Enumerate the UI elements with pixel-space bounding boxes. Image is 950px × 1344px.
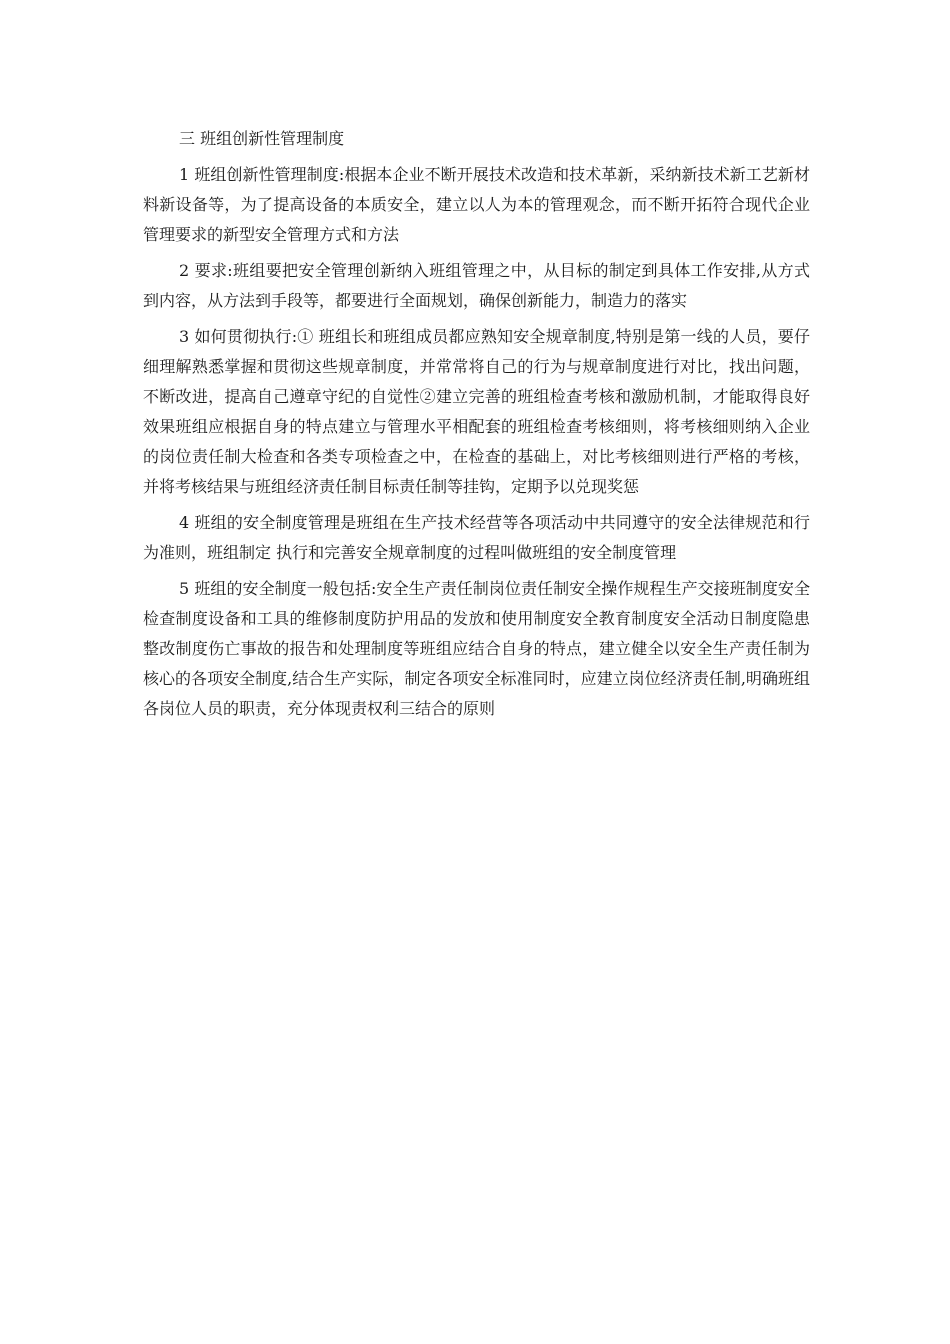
paragraph-1: 1 班组创新性管理制度:根据本企业不断开展技术改造和技术革新，采纳新技术新工艺新材料新设备等，为了提高设备的本质安全，建立以人为本的管理观念，而不断开拓符合现代企业管理要求的新型安全管理方式和方法 (143, 165, 810, 244)
paragraph-3: 3 如何贯彻执行:① 班组长和班组成员都应熟知安全规章制度,特别是第一线的人员，要仔细理解熟悉掌握和贯彻这些规章制度，并常常将自己的行为与规章制度进行对比，找出问题，不断改进，提高自己遵章守纪的自觉性②建立完善的班组检查考核和激励机制，才能取得良好效果班组应根据自身的特点建立与管理水平相配套的班组检查考核细则，将考核细则纳入企业的岗位责任制大检查和各类专项检查之中，在检查的基础上，对比考核细则进行严格的考核，并将考核结果与班组经济责任制目标责任制等挂钩，定期予以兑现奖惩 (143, 327, 810, 496)
paragraph-5: 5 班组的安全制度一般包括:安全生产责任制岗位责任制安全操作规程生产交接班制度安全检查制度设备和工具的维修制度防护用品的发放和使用制度安全教育制度安全活动日制度隐患整改制度伤亡事故的报告和处理制度等班组应结合自身的特点，建立健全以安全生产责任制为核心的各项安全制度,结合生产实际，制定各项安全标准同时，应建立岗位经济责任制,明确班组各岗位人员的职责，充分体现责权利三结合的原则 (143, 579, 810, 718)
section-heading: 三 班组创新性管理制度 (179, 129, 345, 148)
paragraph-2: 2 要求:班组要把安全管理创新纳入班组管理之中，从目标的制定到具体工作安排,从方式到内容，从方法到手段等，都要进行全面规划，确保创新能力，制造力的落实 (143, 261, 810, 310)
paragraph-4: 4 班组的安全制度管理是班组在生产技术经营等各项活动中共同遵守的安全法律规范和行为准则，班组制定 执行和完善安全规章制度的过程叫做班组的安全制度管理 (143, 513, 810, 562)
document-body (143, 124, 810, 730)
